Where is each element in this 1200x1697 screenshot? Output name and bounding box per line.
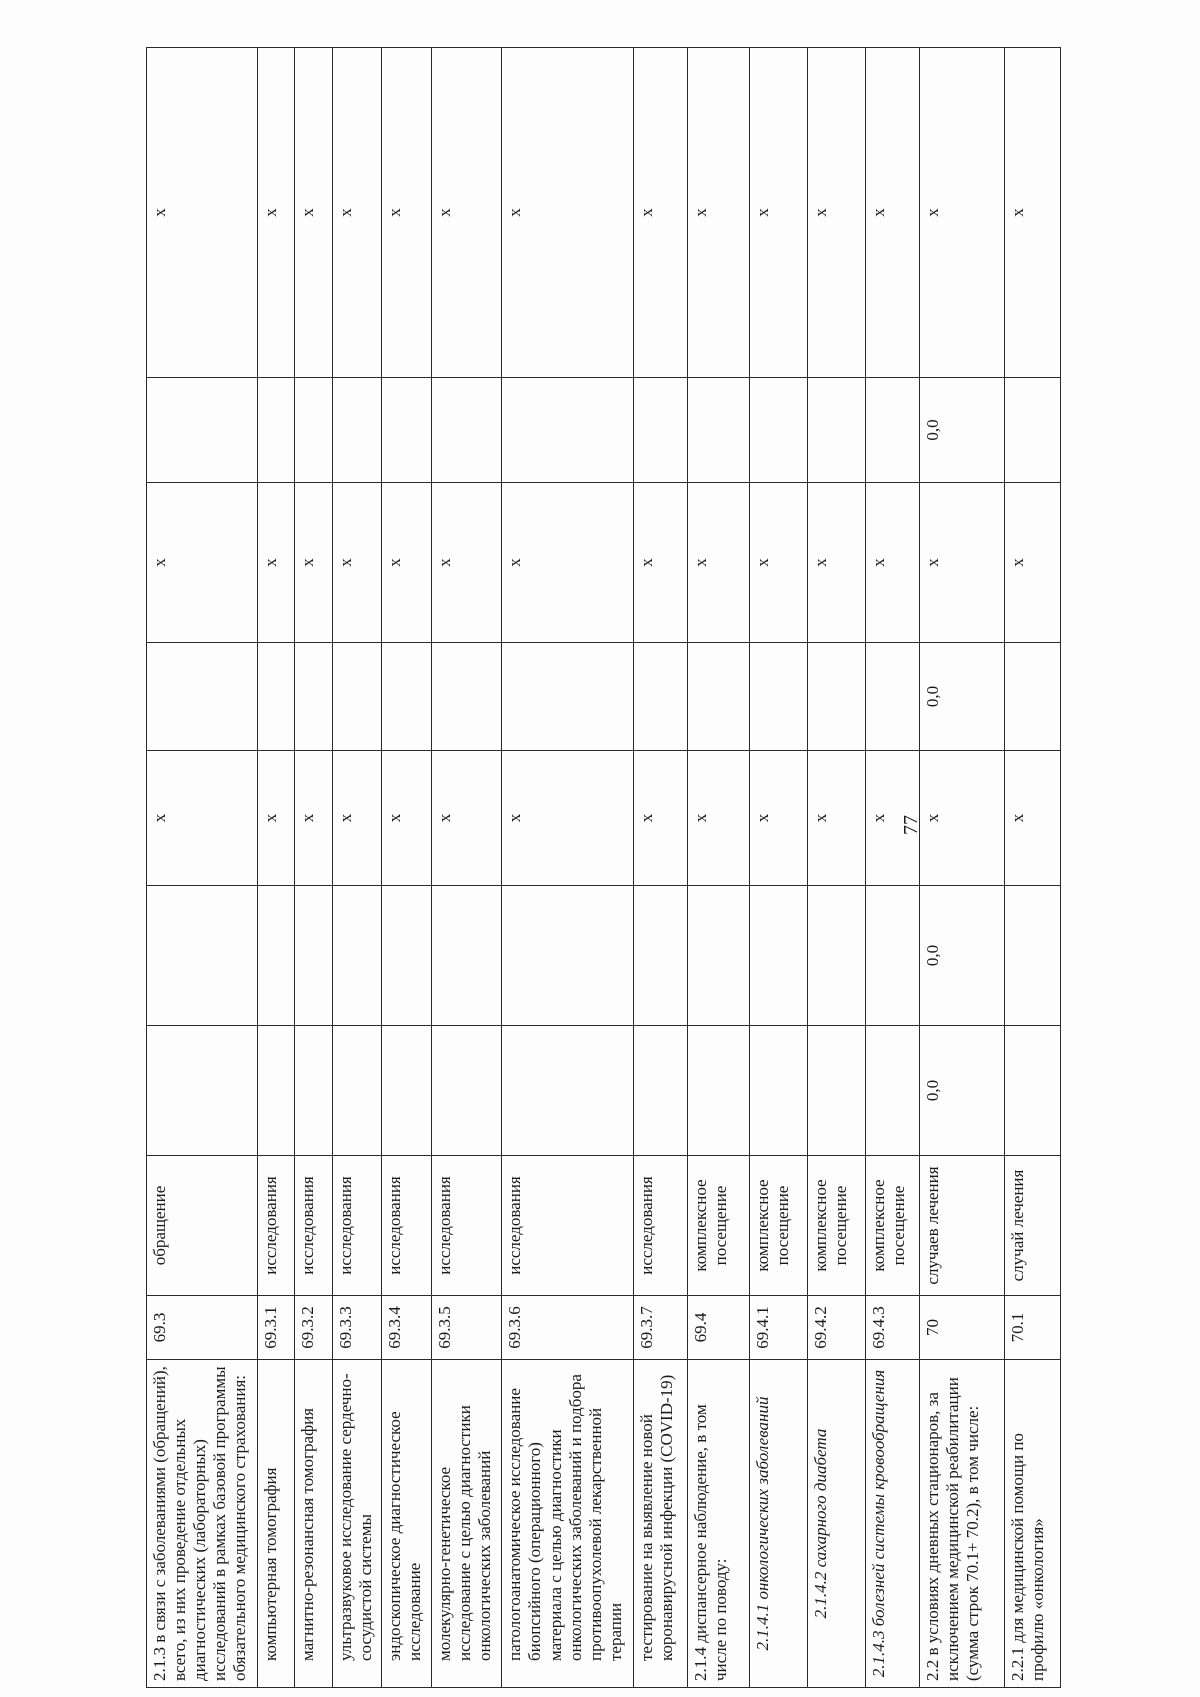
cell-value: х — [382, 751, 432, 886]
cell-value: 0,0 — [920, 1026, 1005, 1156]
cell-value — [634, 378, 688, 483]
cell-value: х — [432, 483, 502, 643]
row-unit: исследования — [258, 1156, 295, 1296]
row-unit: комплексное посещение — [688, 1156, 750, 1296]
cell-value: х — [634, 483, 688, 643]
cell-value: х — [258, 48, 295, 378]
rotated-table-container — [146, 48, 1061, 1688]
cell-value: х — [432, 48, 502, 378]
cell-value: х — [750, 48, 808, 378]
row-code: 69.3.5 — [432, 1296, 502, 1360]
row-code: 69.3 — [147, 1296, 258, 1360]
cell-value: х — [502, 751, 634, 886]
table-row — [750, 48, 808, 1688]
cell-value — [382, 378, 432, 483]
cell-value — [502, 1026, 634, 1156]
cell-value — [688, 378, 750, 483]
cell-value — [147, 378, 258, 483]
row-code: 69.3.1 — [258, 1296, 295, 1360]
cell-value: х — [147, 48, 258, 378]
row-name: 2.2 в условиях дневных стационаров, за исключением медицинской реабилитации (сумма строк 70.1+ 70.2), в том числе: — [920, 1360, 1005, 1688]
cell-value — [147, 1026, 258, 1156]
row-name: 2.1.4.1 онкологических заболеваний — [750, 1360, 808, 1688]
cell-value — [382, 643, 432, 751]
row-code: 69.3.7 — [634, 1296, 688, 1360]
cell-value: х — [258, 483, 295, 643]
cell-value — [866, 1026, 920, 1156]
cell-value: х — [808, 751, 866, 886]
cell-value — [808, 1026, 866, 1156]
cell-value — [502, 643, 634, 751]
row-name: ультразвуковое исследование сердечно-сосудистой системы — [332, 1360, 382, 1688]
cell-value: х — [1004, 48, 1060, 378]
cell-value: х — [866, 483, 920, 643]
cell-value — [750, 643, 808, 751]
cell-value — [147, 643, 258, 751]
row-name: эндоскопическое диагностическое исследование — [382, 1360, 432, 1688]
row-unit: исследования — [502, 1156, 634, 1296]
cell-value — [808, 886, 866, 1026]
row-code: 69.3.4 — [382, 1296, 432, 1360]
cell-value — [258, 643, 295, 751]
cell-value — [688, 1026, 750, 1156]
row-unit: обращение — [147, 1156, 258, 1296]
row-unit: комплексное посещение — [750, 1156, 808, 1296]
table-row — [295, 48, 332, 1688]
cell-value: х — [920, 751, 1005, 886]
cell-value — [432, 886, 502, 1026]
row-unit: исследования — [295, 1156, 332, 1296]
row-code: 70.1 — [1004, 1296, 1060, 1360]
cell-value — [866, 378, 920, 483]
row-name: компьютерная томография — [258, 1360, 295, 1688]
cell-value: х — [808, 48, 866, 378]
cell-value — [295, 378, 332, 483]
cell-value: х — [332, 48, 382, 378]
cell-value — [432, 378, 502, 483]
cell-value: х — [750, 751, 808, 886]
cell-value: х — [920, 483, 1005, 643]
cell-value — [750, 378, 808, 483]
cell-value: х — [634, 751, 688, 886]
row-name: молекулярно-генетическое исследование с целью диагностики онкологических заболеваний — [432, 1360, 502, 1688]
cell-value: х — [382, 483, 432, 643]
cell-value: х — [808, 483, 866, 643]
page-number: 77 — [900, 815, 922, 835]
row-code: 69.4 — [688, 1296, 750, 1360]
cell-value: х — [382, 48, 432, 378]
cell-value — [634, 1026, 688, 1156]
table-row — [920, 48, 1005, 1688]
cell-value — [688, 643, 750, 751]
cell-value: 0,0 — [920, 886, 1005, 1026]
cell-value: х — [295, 751, 332, 886]
cell-value — [1004, 1026, 1060, 1156]
cell-value: х — [688, 751, 750, 886]
cell-value: х — [332, 483, 382, 643]
table-row — [382, 48, 432, 1688]
table-row — [147, 48, 258, 1688]
cell-value — [750, 886, 808, 1026]
row-code: 69.4.1 — [750, 1296, 808, 1360]
table-row — [634, 48, 688, 1688]
row-code: 69.3.2 — [295, 1296, 332, 1360]
table-row — [808, 48, 866, 1688]
cell-value — [502, 378, 634, 483]
cell-value — [332, 1026, 382, 1156]
row-unit: комплексное посещение — [866, 1156, 920, 1296]
cell-value: х — [295, 48, 332, 378]
cell-value: х — [688, 48, 750, 378]
cell-value: х — [432, 751, 502, 886]
cell-value — [147, 886, 258, 1026]
row-name: 2.1.4.3 болезней системы кровообращения — [866, 1360, 920, 1688]
row-code: 70 — [920, 1296, 1005, 1360]
row-unit: исследования — [382, 1156, 432, 1296]
cell-value — [1004, 886, 1060, 1026]
cell-value — [295, 886, 332, 1026]
cell-value — [866, 643, 920, 751]
cell-value — [432, 643, 502, 751]
cell-value — [382, 886, 432, 1026]
cell-value — [1004, 378, 1060, 483]
row-unit: исследования — [432, 1156, 502, 1296]
cell-value: 0,0 — [920, 378, 1005, 483]
cell-value: х — [1004, 483, 1060, 643]
cell-value — [432, 1026, 502, 1156]
row-name: патологоанатомическое исследование биопсийного (операционного) материала с целью диагностики онкологических заболеваний и подбора противоопухолевой лекарственной терапии — [502, 1360, 634, 1688]
cell-value: х — [295, 483, 332, 643]
row-code: 69.4.3 — [866, 1296, 920, 1360]
table-row — [866, 48, 920, 1688]
cell-value: х — [634, 48, 688, 378]
row-name: 2.1.3 в связи с заболеваниями (обращений), всего, из них проведение отдельных диагностических (лабораторных) исследований в рамках базовой программы обязательного медицинского страхования: — [147, 1360, 258, 1688]
row-unit: комплексное посещение — [808, 1156, 866, 1296]
table-row — [332, 48, 382, 1688]
cell-value — [866, 886, 920, 1026]
cell-value — [634, 886, 688, 1026]
table-row — [502, 48, 634, 1688]
cell-value: х — [502, 48, 634, 378]
cell-value: х — [750, 483, 808, 643]
row-unit: случаев лечения — [920, 1156, 1005, 1296]
cell-value — [258, 378, 295, 483]
row-code: 69.4.2 — [808, 1296, 866, 1360]
row-name: магнитно-резонансная томография — [295, 1360, 332, 1688]
table-row — [432, 48, 502, 1688]
cell-value — [382, 1026, 432, 1156]
cell-value: х — [866, 751, 920, 886]
cell-value — [258, 1026, 295, 1156]
cell-value: х — [920, 48, 1005, 378]
row-name: тестирование на выявление новой коронавирусной инфекции (COVID-19) — [634, 1360, 688, 1688]
cell-value: х — [147, 483, 258, 643]
row-name: 2.2.1 для медицинской помощи по профилю «онкология» — [1004, 1360, 1060, 1688]
row-name: 2.1.4 диспансерное наблюдение, в том числе по поводу: — [688, 1360, 750, 1688]
data-table — [146, 47, 1061, 1688]
cell-value — [688, 886, 750, 1026]
row-unit: исследования — [634, 1156, 688, 1296]
cell-value — [258, 886, 295, 1026]
table-row — [1004, 48, 1060, 1688]
cell-value: х — [332, 751, 382, 886]
cell-value: х — [866, 48, 920, 378]
cell-value — [295, 643, 332, 751]
cell-value: 0,0 — [920, 643, 1005, 751]
cell-value: х — [502, 483, 634, 643]
cell-value: х — [147, 751, 258, 886]
cell-value — [502, 886, 634, 1026]
table-row — [688, 48, 750, 1688]
row-code: 69.3.3 — [332, 1296, 382, 1360]
cell-value — [332, 378, 382, 483]
cell-value: х — [258, 751, 295, 886]
cell-value — [295, 1026, 332, 1156]
row-code: 69.3.6 — [502, 1296, 634, 1360]
row-unit: случай лечения — [1004, 1156, 1060, 1296]
cell-value — [808, 378, 866, 483]
table-row — [258, 48, 295, 1688]
cell-value — [808, 643, 866, 751]
row-name: 2.1.4.2 сахарного диабета — [808, 1360, 866, 1688]
cell-value: х — [688, 483, 750, 643]
cell-value — [332, 886, 382, 1026]
cell-value — [634, 643, 688, 751]
cell-value — [750, 1026, 808, 1156]
cell-value — [332, 643, 382, 751]
cell-value: х — [1004, 751, 1060, 886]
row-unit: исследования — [332, 1156, 382, 1296]
cell-value — [1004, 643, 1060, 751]
